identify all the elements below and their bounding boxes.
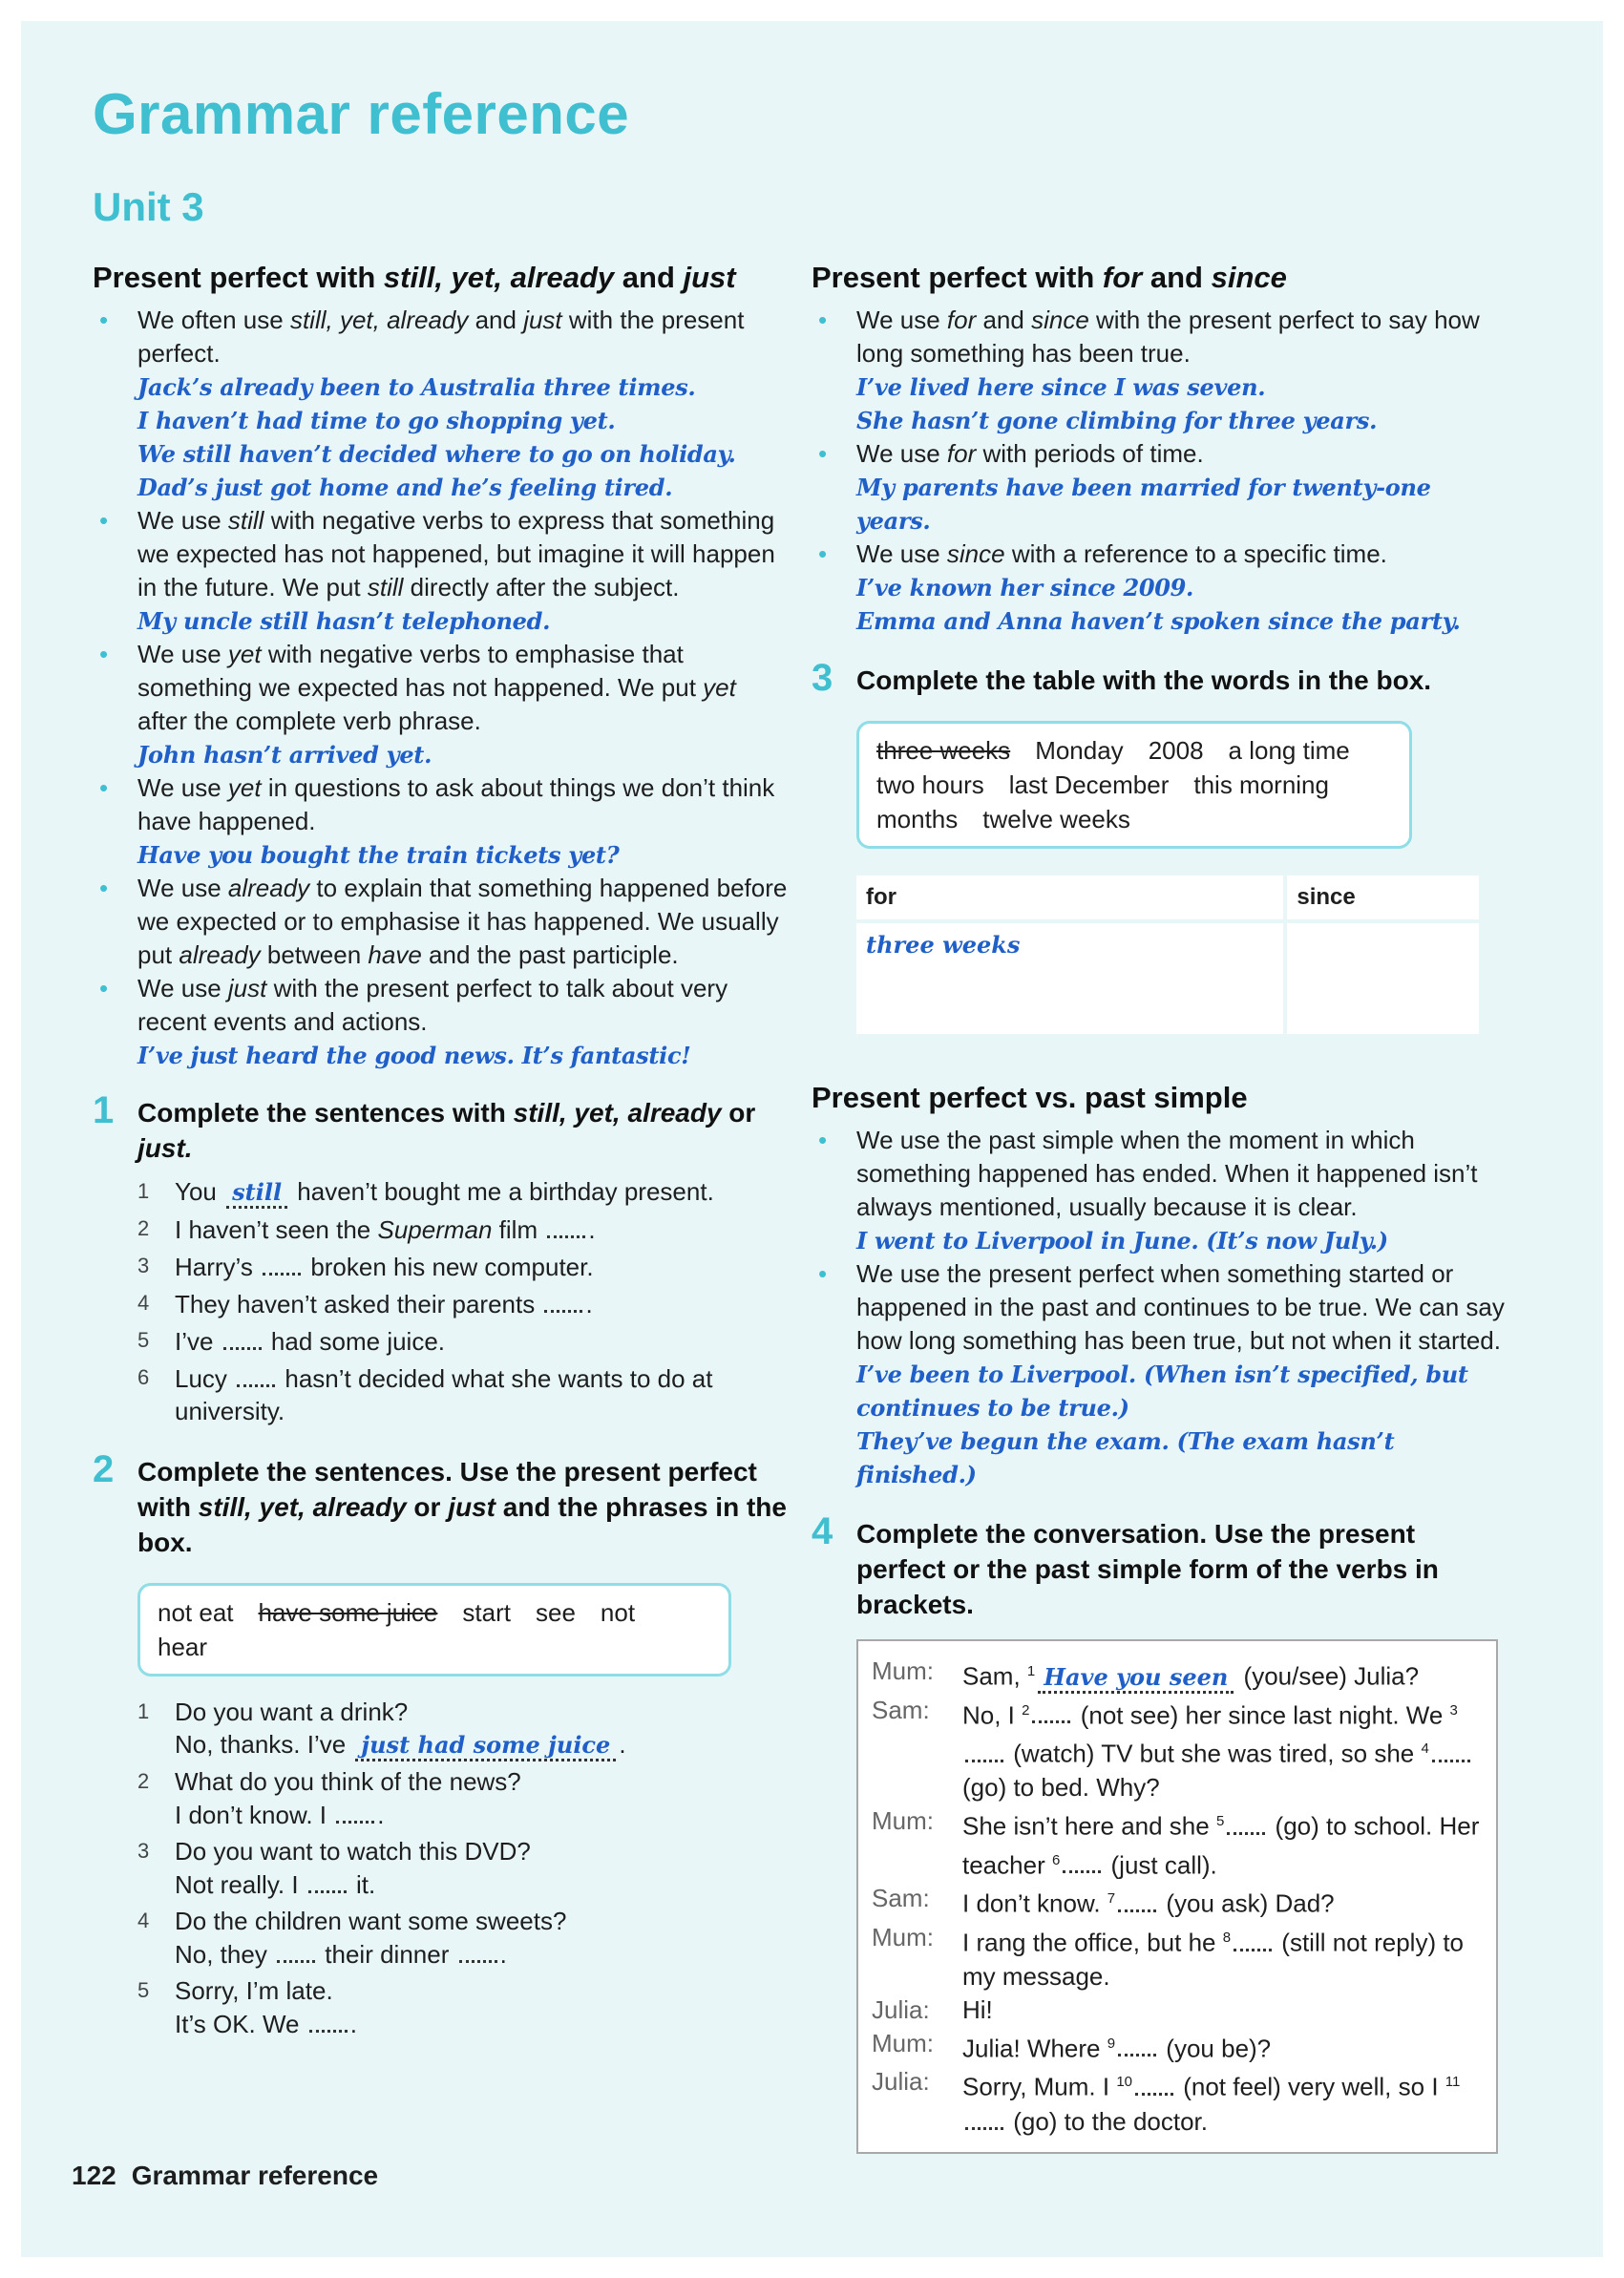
exercise-item: 5 I’ve had some juice. bbox=[137, 1324, 790, 1358]
table-cell-since[interactable] bbox=[1287, 923, 1479, 1034]
list-item: • We use just with the present perfect to talk about very recent events and actions. I’ve just heard the good news. It’s fantastic! bbox=[93, 972, 790, 1072]
exercise-item: 1 You still haven’t bought me a birthday present. bbox=[137, 1175, 790, 1209]
table-cell-for[interactable]: three weeks bbox=[856, 923, 1283, 1034]
list-item: • We use yet with negative verbs to emphasise that something we expected has not happened. We put yet after the complete verb phrase. John hasn’t arrived yet. bbox=[93, 638, 790, 771]
footer-label: Grammar reference bbox=[131, 2161, 379, 2190]
exercise-number: 4 bbox=[812, 1510, 833, 1552]
exercise-instruction: Complete the sentences. Use the present perfect with still, yet, already or just and the phrases in the box. bbox=[137, 1457, 787, 1557]
word-box-item: start bbox=[462, 1598, 511, 1627]
bullet-list-for-since bbox=[812, 304, 1508, 638]
conversation-line: Julia: Sorry, Mum. I $^{10}$ (not feel) very well, so I $^{11}$ (go) to the doctor. bbox=[872, 2067, 1461, 2136]
list-item: • We use for and since with the present perfect to say how long something has been true. I’ve lived here since I was seven. She hasn’t gone climbing for three years. bbox=[812, 304, 1508, 437]
answer-gap[interactable] bbox=[965, 1737, 1003, 1762]
unit-heading: Unit 3 bbox=[93, 184, 204, 229]
answer-gap[interactable] bbox=[1063, 1847, 1101, 1873]
exercise-item: 4 Do the children want some sweets? No, they their dinner . bbox=[137, 1907, 567, 1969]
example-sentence: I went to Liverpool in June. (It’s now July.) bbox=[856, 1227, 1388, 1255]
section-heading-still-yet: Present perfect with still, yet, already and just bbox=[93, 261, 736, 294]
word-box-item: twelve weeks bbox=[982, 805, 1130, 833]
example-sentence: I’ve known her since 2009. bbox=[856, 574, 1194, 601]
list-item: • We use the past simple when the moment in which something happened has ended. When it happened isn’t always mentioned, usually because it is clear. I went to Liverpool in June. (It’s now July.) bbox=[812, 1124, 1508, 1257]
exercise-2 bbox=[93, 1448, 790, 2040]
word-box-item: see bbox=[535, 1598, 576, 1627]
answer-gap[interactable] bbox=[1227, 1809, 1265, 1835]
right-column bbox=[812, 258, 1508, 2154]
answer-gap[interactable]: just had some juice bbox=[355, 1731, 616, 1761]
answer-gap[interactable] bbox=[1118, 1887, 1156, 1912]
left-column bbox=[93, 258, 790, 2044]
conversation-line: Mum: I rang the office, but he $^8$ (still not reply) to my message. bbox=[872, 1922, 1465, 1991]
answer-gap[interactable] bbox=[1432, 1737, 1470, 1762]
conversation-line: Julia: Hi! bbox=[872, 1994, 993, 2024]
conversation-line: Mum: Julia! Where $^9$ (you be)? bbox=[872, 2028, 1272, 2063]
list-item: • We use still with negative verbs to express that something we expected has not happened, but imagine it will happen in the future. We put still directly after the subject. My uncle still hasn’t telephoned. bbox=[93, 504, 790, 638]
list-item: • We often use still, yet, already and just with the present perfect. Jack’s already been to Australia three times. I haven’t had time to go shopping yet. We still haven’t decided where to go on holiday. Dad’s just got home and he’s feeling tired. bbox=[93, 304, 790, 504]
table-header-for: for bbox=[856, 875, 1283, 919]
exercise-instruction: Complete the sentences with still, yet, already or just. bbox=[137, 1098, 756, 1163]
exercise-item: 2 I haven’t seen the Superman film . bbox=[137, 1213, 790, 1246]
word-box-item: Monday bbox=[1035, 736, 1124, 765]
answer-gap[interactable] bbox=[308, 1867, 347, 1893]
example-sentence: I’ve lived here since I was seven. bbox=[856, 373, 1266, 401]
answer-gap[interactable] bbox=[1118, 2031, 1156, 2057]
example-sentence: My uncle still hasn’t telephoned. bbox=[137, 607, 551, 635]
example-sentence: Have you bought the train tickets yet? bbox=[137, 841, 620, 869]
exercise-item: 4 They haven’t asked their parents . bbox=[137, 1287, 790, 1320]
page-footer bbox=[72, 2161, 378, 2191]
conversation-line: Mum: She isn’t here and she $^5$ (go) to school. Her teacher $^6$ (just call). bbox=[872, 1805, 1480, 1880]
list-item: • We use yet in questions to ask about things we don’t think have happened. Have you bought the train tickets yet? bbox=[93, 771, 790, 872]
answer-gap[interactable] bbox=[1032, 1698, 1070, 1723]
example-sentence: I’ve been to Liverpool. (When isn’t specified, but continues to be true.) bbox=[856, 1360, 1468, 1422]
conversation-box bbox=[856, 1639, 1498, 2154]
exercise-item: 6 Lucy hasn’t decided what she wants to do at university. bbox=[137, 1361, 790, 1427]
answer-gap[interactable] bbox=[459, 1937, 497, 1963]
example-sentence: John hasn’t arrived yet. bbox=[137, 741, 432, 769]
for-since-table bbox=[853, 872, 1483, 1038]
section-heading-for-since: Present perfect with for and since bbox=[812, 261, 1287, 294]
exercise-number: 3 bbox=[812, 657, 833, 699]
exercise-item: 5 Sorry, I’m late. It’s OK. We . bbox=[137, 1976, 357, 2038]
example-sentence: They’ve begun the exam. (The exam hasn’t finished.) bbox=[856, 1427, 1395, 1488]
exercise-item: 3 Harry’s broken his new computer. bbox=[137, 1250, 790, 1283]
answer-gap[interactable] bbox=[544, 1287, 582, 1313]
exercise-number: 2 bbox=[93, 1448, 115, 1490]
list-item: • We use since with a reference to a specific time. I’ve known her since 2009. Emma and Anna haven’t spoken since the party. bbox=[812, 538, 1508, 638]
bullet-list-pp-vs-ps bbox=[812, 1124, 1508, 1491]
exercise-instruction: Complete the table with the words in the box. bbox=[856, 665, 1432, 695]
word-box-item-used: three weeks bbox=[876, 736, 1011, 765]
example-sentence: My parents have been married for twenty-one years. bbox=[856, 474, 1431, 535]
list-item: • We use for with periods of time. My parents have been married for twenty-one years. bbox=[812, 437, 1508, 538]
example-sentence: She hasn’t gone climbing for three years. bbox=[856, 407, 1378, 434]
example-sentence: Dad’s just got home and he’s feeling tired. bbox=[137, 474, 673, 501]
word-box-item: not hear bbox=[158, 1598, 636, 1661]
exercise-1 bbox=[93, 1089, 790, 1427]
page-title: Grammar reference bbox=[93, 82, 630, 146]
bullet-list-still-yet bbox=[93, 304, 790, 1072]
example-sentence: Emma and Anna haven’t spoken since the party. bbox=[856, 607, 1461, 635]
word-box-item: a long time bbox=[1228, 736, 1350, 765]
answer-gap[interactable] bbox=[223, 1324, 262, 1350]
example-sentence: I’ve just heard the good news. It’s fantastic! bbox=[137, 1042, 691, 1069]
word-box-item: two hours bbox=[876, 770, 984, 799]
exercise-item: 3 Do you want to watch this DVD? Not really. I it. bbox=[137, 1837, 531, 1899]
example-sentence: Jack’s already been to Australia three times. bbox=[137, 373, 696, 401]
list-item: • We use the present perfect when something started or happened in the past and continues to be true. We can say how long something has been true, but not when it started. I’ve been to Liverpool. (When isn’t specified, but continues to be true.) They’ve begun the exam. (The exam hasn’t finished.) bbox=[812, 1257, 1508, 1491]
answer-gap[interactable] bbox=[263, 1250, 301, 1276]
word-box-item: 2008 bbox=[1148, 736, 1204, 765]
example-sentence: I haven’t had time to go shopping yet. bbox=[137, 407, 616, 434]
exercise-items bbox=[137, 1696, 790, 2040]
list-item: • We use already to explain that something happened before we expected or to emphasise it has happened. We usually put already between have and the past participle. bbox=[93, 872, 790, 972]
answer-gap[interactable] bbox=[965, 2104, 1003, 2130]
exercise-instruction: Complete the conversation. Use the present perfect or the past simple form of the verbs in brackets. bbox=[856, 1519, 1439, 1619]
answer-gap[interactable] bbox=[336, 1798, 374, 1824]
answer-gap[interactable] bbox=[277, 1937, 315, 1963]
word-box-item: this morning bbox=[1193, 770, 1329, 799]
word-box bbox=[856, 721, 1412, 849]
conversation-line: Mum: Sam, $^1$ Have you seen (you/see) Julia? bbox=[872, 1655, 1483, 1694]
exercise-item: 1 Do you want a drink? No, thanks. I’ve just had some juice . bbox=[137, 1696, 790, 1761]
exercise-item: 2 What do you think of the news? I don’t know. I . bbox=[137, 1767, 521, 1829]
word-box-item: months bbox=[876, 805, 959, 833]
example-sentence: We still haven’t decided where to go on holiday. bbox=[137, 440, 736, 468]
answer-gap[interactable]: still bbox=[226, 1178, 287, 1209]
word-box-item-used: have some juice bbox=[258, 1598, 438, 1627]
word-box-item: last December bbox=[1008, 770, 1170, 799]
conversation-line: Sam: I don’t know. $^7$ (you ask) Dad? bbox=[872, 1884, 1335, 1918]
exercise-3 bbox=[812, 657, 1508, 1038]
table-header-since: since bbox=[1287, 875, 1479, 919]
answer-gap[interactable] bbox=[1234, 1926, 1272, 1951]
section-heading-pp-vs-ps: Present perfect vs. past simple bbox=[812, 1081, 1248, 1114]
exercise-items bbox=[137, 1175, 790, 1427]
conversation-line: Sam: No, I $^2$ (not see) her since last night. We $^3$ (watch) TV but she was tired, so she $^4$ (go) to bed. Why? bbox=[872, 1694, 1483, 1804]
answer-gap[interactable] bbox=[309, 2007, 348, 2033]
exercise-4 bbox=[812, 1510, 1508, 1622]
word-box-item: not eat bbox=[158, 1598, 234, 1627]
word-box bbox=[137, 1583, 731, 1677]
answer-gap[interactable] bbox=[1135, 2070, 1173, 2096]
answer-gap[interactable] bbox=[237, 1361, 275, 1387]
page-number: 122 bbox=[72, 2161, 116, 2190]
answer-gap[interactable] bbox=[547, 1213, 585, 1238]
exercise-number: 1 bbox=[93, 1089, 115, 1131]
answer-gap[interactable]: Have you seen bbox=[1038, 1663, 1234, 1694]
